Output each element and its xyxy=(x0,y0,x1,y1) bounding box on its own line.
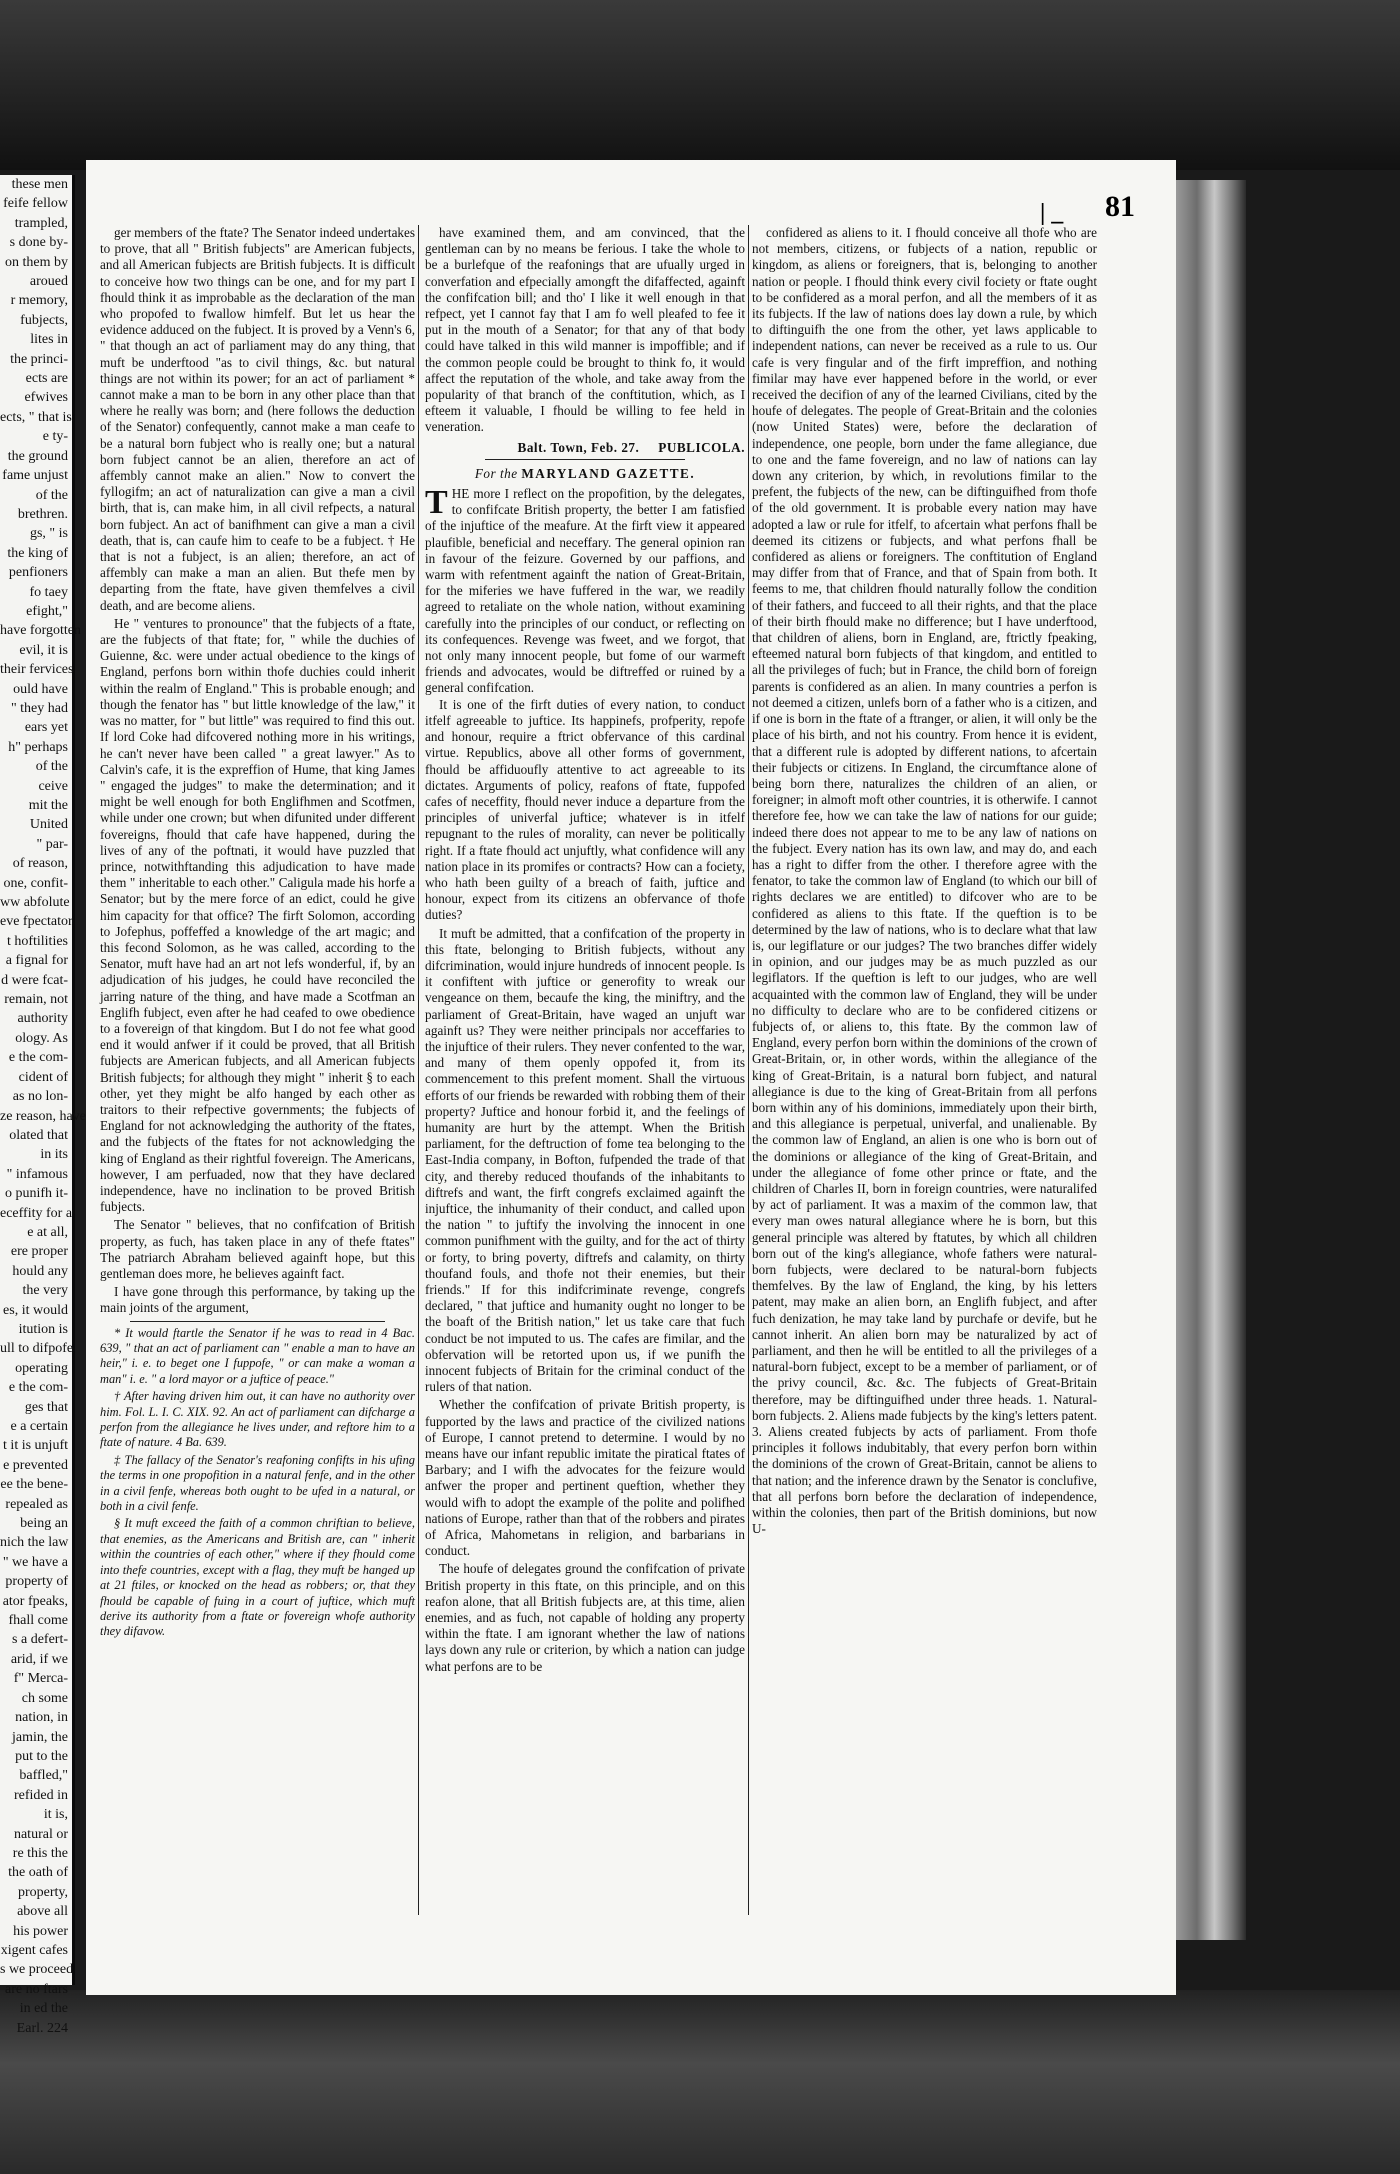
left-page-text-fragment: of the xyxy=(35,487,68,503)
footnote: ‡ The fallacy of the Senator's reafoning confifts in his ufing the terms in one propofition in a natural fenfe, and in the other in a civil fenfe, whereas both ought to be ufed in a natural, or both in a civil fenfe. xyxy=(100,1452,415,1514)
left-page-text-fragment: property of xyxy=(5,1574,68,1590)
left-page-text-fragment: fhall come xyxy=(8,1613,68,1629)
left-page-text-fragment: trampled, xyxy=(14,215,68,231)
left-page-text-fragment: arid, if we xyxy=(10,1651,68,1667)
column-2-body xyxy=(425,486,745,1675)
left-page-text-fragment: h" perhaps xyxy=(8,739,68,755)
left-page-text-fragment: brethren. xyxy=(17,506,68,522)
left-page-text-fragment: property, xyxy=(17,1884,68,1900)
left-page-text-fragment: ee the bene- xyxy=(0,1477,68,1493)
paragraph: The houfe of delegates ground the confifcation of private British property in this ftate, on this principle, and on this reafon alone, that all British fubjects are, at this time, alien enemies, and as fuch, not capable of holding any property within the ftate. I am ignorant whether the law of nations lays down any rule or criterion, by which a nation can judge what perfons are to be xyxy=(425,1561,745,1674)
left-page-text-fragment: baffled," xyxy=(19,1768,68,1784)
left-page-text-fragment: eve fpectator xyxy=(0,914,73,930)
paragraph: It muft be admitted, that a confifcation of the property in this ftate, belonging to British fubjects, without any difcrimination, would injure hundreds of innocent people. Is it confiftent with juftice or generofity to wreak our vengeance on them, becaufe the king, the miniftry, and the parliament of Great-Britain, have waged an unjuft war againft us? They were neither principals nor acceffaries to the injuftice of their rulers. They never confented to the war, and many of them openly oppofed it, from its commencement to this prefent moment. Shall the virtuous efforts of our friends be rewarded with robbing them of their property? Juftice and honour forbid it, and the feelings of humanity are hurt by the attempt. When the British parliament, for the deftruction of fome tea belonging to the East-India company, in Bofton, fufpended the trade of that city, and thereby reduced thoufands of the inhabitants to diftrefs and want, the firft congrefs exclaimed againft the injuftice, the inhumanity of their conduct, and called upon the nation " to juftify the involving the innocent in one common punifhment with the guilty, and for the act of thirty or forty, to bring poverty, diftrefs and calamity, on thirty thoufand fouls, and thofe not their enemies, but their friends." If for this indifcriminate revenge, congrefs declared, " that juftice and humanity ought no longer to be the boaft of the British nation," let us take care that fuch conduct be not imputed to us. The cafes are fimilar, and the obfervation will be retorted upon us, if we punifh the innocent fubjects of Britain for the criminal conduct of the rulers of that nation. xyxy=(425,925,745,1395)
left-page-text-fragment: ator fpeaks, xyxy=(2,1593,68,1609)
column-2 xyxy=(425,225,745,1925)
scan-top-margin xyxy=(0,0,1400,170)
left-page-text-fragment: nich the law xyxy=(0,1535,69,1551)
left-page-text-fragment: gs, " is xyxy=(29,526,68,542)
left-page-text-fragment: eceffity for a xyxy=(0,1205,73,1221)
left-page-text-fragment: penfioners xyxy=(8,565,68,581)
article-rule xyxy=(485,459,685,460)
left-page-text-fragment: efight," xyxy=(26,603,68,619)
page-marks: | _ xyxy=(1040,200,1064,226)
left-page-text-fragment: feife fellow xyxy=(3,196,68,212)
heading-title: MARYLAND GAZETTE. xyxy=(521,465,696,481)
left-page-text-fragment: " we have a xyxy=(2,1554,68,1570)
paragraph: HE more I reflect on the propofition, by the delegates, to confifcate British property, the better I am fatisfied of the injuftice of the meafure. At the firft view it appeared plaufible, beneficial and neceffary. The general opinion ran in favour of the feizure. Governed by our paffions, and warm with refentment againft the nation of Great-Britain, for the miferies we have fuffered in the war, we readily agreed to retaliate on the whole nation, without examining carefully into the principles of our conduct, or reflecting on its confequences. Revenge was fweet, and we forgot, that not only many innocent people, but fome of our warmeft friends and advocates, would be diftreffed or ruined by a general confifcation. xyxy=(425,486,745,696)
column-1-body xyxy=(100,225,415,1317)
left-page-text-fragment: ology. As xyxy=(15,1030,68,1046)
signature xyxy=(425,440,745,456)
left-page-text-fragment: t hoftilities xyxy=(6,933,68,949)
left-page-text-fragment: efwives xyxy=(24,390,68,406)
column-rule xyxy=(748,225,749,1915)
column-2-top xyxy=(425,225,745,436)
left-page-text-fragment: e prevented xyxy=(3,1457,68,1473)
left-page-text-fragment: evil, it is xyxy=(19,642,68,658)
paragraph: It is one of the firft duties of every nation, to conduct itfelf agreeable to juftice. Its happinefs, profperity, repofe and honour, require a ftrict obfervance of this cardinal virtue. Republics, above all other forms of government, fhould be affiduoufly attentive to act agreeable to its dictates. Arguments of policy, reafons of ftate, fuppofed cafes of neceffity, fhould never induce a departure from the principles of univerfal juftice; whatever is in itfelf repugnant to the rules of morality, can never be politically right. If a ftate fhould act unjuftly, what confidence will any nation place in its promifes or contracts? How can a fociety, who hath been guilty of a breach of faith, juftice and honour, expect from its citizens an obfervance of thofe duties? xyxy=(425,696,745,923)
left-page-text-fragment: fubjects, xyxy=(20,312,68,328)
left-page-text-fragment: refided in xyxy=(13,1787,68,1803)
paragraph: Whether the confifcation of private British property, is fupported by the laws and practice of the civilized nations of Europe, I cannot pretend to determine. I would by no means have our infant republic imitate the piratical ftates of Barbary; and I wifh the advocates for the feizure would anfwer the proper and pertinent queftion, whether they would wifh to adopt the example of the polite and polifhed nations of Europe, rather than that of the robbers and pirates of Africa, Mahometans in religion, and barbarians in conduct. xyxy=(425,1397,745,1559)
left-page-text-fragment: of reason, xyxy=(12,856,68,872)
left-page-text-fragment: their fervices xyxy=(0,662,74,678)
left-page-text-fragment: ull to difpofe xyxy=(0,1341,74,1357)
left-page-text-fragment: ges that xyxy=(24,1399,68,1415)
left-page-text-fragment: es, it would xyxy=(3,1302,68,1318)
left-page-text-fragment: operating xyxy=(15,1360,68,1376)
left-page-text-fragment: f" Merca- xyxy=(13,1671,68,1687)
left-page-text-fragment: the king of xyxy=(7,545,68,561)
left-page-text-fragment: above all xyxy=(17,1904,68,1920)
left-page-text-fragment: lites in xyxy=(30,332,68,348)
footnote: † After having driven him out, it can have no authority over him. Fol. L. I. C. XIX. 92. An act of parliament can difcharge a perfon from the allegiance he lives under, and reftore him to a ftate of nature. 4 Ba. 639. xyxy=(100,1389,415,1450)
scan-bottom-margin xyxy=(0,1990,1400,2174)
paragraph: ger members of the ftate? The Senator indeed undertakes to prove, that all " British fubjects" are American fubjects, and all American fubjects are British fubjects. It is difficult to conceive how two things can be one, and for my part I fhould think it as improbable as the declaration of the man who propofed to fwallow himfelf. But let us hear the evidence adduced on the fubject. It is proved by a Venn's 6, " that though an act of parliament may do any thing, that muft be underftood "as to civil things, &c. but natural things are not within its power; for an act of parliament * cannot make a man to be born in any other place than that where he really was born; and (here follows the deduction of the Senator) confequently, cannot make a man ceafe to be a natural born fubject who is really one; but a natural born fubject cannot be an alien, therefore an act of affembly cannot make an alien." Now to convert the fyllogifm; an act of naturalization can give a man a civil birth, that is, can make him, in all civil refpects, a natural born fubject. An act of banifhment can give a man a civil death, that is, can caufe him to ceafe to be a fubject. † He that is not a fubject, is an alien; therefore, an act of affembly can make a man an alien. But thefe men by departing from the ftate, have given themfelves a civil death, and are become aliens. xyxy=(100,225,415,613)
left-page-text-fragment: e at all, xyxy=(27,1224,68,1240)
column-3-body xyxy=(752,225,1097,1537)
left-page-text-fragment: ze reason, have xyxy=(0,1108,86,1124)
paragraph: I have gone through this performance, by taking up the main joints of the argument, xyxy=(100,1284,415,1316)
left-page-text-fragment: one, confit- xyxy=(3,875,68,891)
left-page-text-fragment: itution is xyxy=(18,1321,68,1337)
left-page-text-fragment: in its xyxy=(40,1147,68,1163)
left-page-text-fragment: jamin, the xyxy=(12,1729,68,1745)
column-rule xyxy=(418,225,419,1915)
left-page-text-fragment: the princi- xyxy=(10,351,68,367)
drop-cap: T xyxy=(425,484,448,522)
left-page-text-fragment: ceive xyxy=(38,778,68,794)
left-page-text-fragment: fame unjust xyxy=(2,468,68,484)
left-page-text-fragment: a fignal for xyxy=(5,953,68,969)
left-page-text-fragment: " par- xyxy=(36,836,68,852)
left-page-text-fragment: nation, in xyxy=(15,1710,68,1726)
left-page-text-fragment: put to the xyxy=(15,1748,68,1764)
signature-place: Balt. Town, Feb. 27. xyxy=(517,439,640,455)
left-page-text-fragment: have forgotten xyxy=(0,623,81,639)
left-page-text-fragment: mit the xyxy=(28,798,68,813)
left-page-text-fragment: r memory, xyxy=(10,293,68,309)
left-page-text-fragment: ould have xyxy=(13,681,68,697)
left-page-text-fragment: ears yet xyxy=(24,720,68,736)
left-page-text-fragment: of the xyxy=(35,759,68,775)
footnote-rule xyxy=(130,1321,385,1322)
page-number: 81 xyxy=(1105,190,1135,223)
left-page-text-fragment: on them by xyxy=(5,254,68,270)
left-page-text-fragment: United xyxy=(29,817,68,833)
heading-prefix: For the xyxy=(474,465,518,481)
paragraph: The Senator " believes, that no confifcation of British property, as fuch, has taken place in any of thefe ftates" The patriarch Abraham believed againft hope, but this gentleman does more, he believes againft fact. xyxy=(100,1217,415,1281)
column-1-footnotes xyxy=(100,1326,415,1640)
left-page-text-fragment: are no ftars xyxy=(5,1981,68,1997)
left-page-text-fragment: e the com- xyxy=(8,1050,68,1066)
paragraph: confidered as aliens to it. I fhould conceive all thofe who are not members, citizens, or fubjects of a nation, republic or kingdom, as aliens or foreigners, that is, belonging to another nation or people. I fhould think every civil fociety or ftate ought to be confidered as a moral perfon, and all the members of it as its fubjects. If the law of nations does lay down a rule, by which to diftinguifh the one from the other, yet laws applicable to independent nations, can never be received as a rule to us. Our cafe is very fingular and of the firft impreffion, and nothing fimilar may have ever happened before in the world, or ever received the decifion of any of the learned Civilians, cited by the houfe of delegates. The people of Great-Britain and the colonies (now United States) were, before the declaration of independence, one people, born under the fame allegiance, due to one and the fame fovereign, and no law of nations can lay down any criterion, by which, in revolutions fimilar to the prefent, the fubjects of the new, can be diftinguifhed from thofe of the old government. It is probable every nation may have adopted a law or rule for itfelf, to afcertain what perfons fhall be deemed its citizens or fubjects, and what perfons fhall be confidered as aliens or foreigners. The conftitution of England may differ from that of France, and that of Spain from both. It feems to me, that children fhould naturally follow the condition of their fathers, and fucceed to all their rights, and that the place of their birth fhould make no difference; but I have underftood, that children of aliens, born in England, are, ftrictly fpeaking, efteemed natural born fubjects of that kingdom, and entitled to all the privileges of fuch; but in France, the child born of foreign parents is confidered as an alien. In many countries a perfon is not deemed a citizen, unlefs born of a father who is a citizen, and if one is born in the ftate of a ftranger, or alien, it will only be the place of his birth, and not his country. From hence it is evident, that a different rule is adopted by different nations, to afcertain their fubjects or citizens. In England, the circumftance alone of being born there, naturalizes the children of an alien, or foreigner; in almoft moft other countries, it is otherwife. I cannot therefore fee, how we can take the law of nations for our guide; indeed there does not appear to me to be any law of nations on the fubject. Every nation has its own law, and may do, and each has a right to differ from the other. I therefore agree with the fenator, to take the common law of England (to which our bill of rights declares we are entitled) to difcover who are to be confidered as aliens to this ftate. If the queftion is to be determined by the law of nations, who is to declare what that law is, our legiflature or our judges? The two branches differ widely in opinion, and our judges may be as much puzzled as our legiflators. If the queftion is left to our judges, who are well acquainted with the common law of England, they will be under no difficulty to declare who are to be confidered citizens or fubjects of, or aliens to, this ftate. By the common law of England, every perfon born within the dominions of the crown of Great-Britain, or, in other words, within the allegiance of the king of Great-Britain, is a natural born fubject, and natural allegiance is due to the king of Great-Britain from all perfons born within any of his dominions, immediately upon their birth, and this allegiance is perpetual, univerfal, and unalienable. By the common law of England, an alien is one who is born out of the dominions or allegiance of the king of Great-Britain, and under the allegiance of fome other prince or ftate, and the children of Charles II, born in foreign countries, were naturalifed by act of parliament. It was a maxim of the common law, that every man owes natural allegiance where he is born, but this general principle was altered by ftatutes, by which all children born out of the king's allegiance, whofe fathers were natural-born fubjects, were declared to be natural-born fubjects themfelves. By the law of England, the king, by his letters patent, may make an alien born, an Englifh fubject, and after fuch denization, he may take land by purchafe or devife, but he cannot inherit. An alien born may be naturalized by act of parliament, and then he will be entitled to all the privileges of a natural-born fubject, except to be a member of parliament, or of the privy council, &c. &c. The fubjects of Great-Britain therefore, may be diftinguifhed under three heads. 1. Natural-born fubjects. 2. Aliens made fubjects by the king's letters patent. 3. Aliens created fubjects by acts of parliament. From thofe principles it follows indubitably, that every perfon born within the dominions of the crown of Great-Britain, cannot be aliens to that nation; and the inference drawn by the Senator is conclufive, that all perfons born before the declaration of independence, within the colonies, then part of the British dominions, but now U- xyxy=(752,225,1097,1537)
left-page-text-fragment: repealed as xyxy=(5,1496,68,1512)
left-page-text-fragment: d were fcat- xyxy=(1,972,68,988)
left-page-text-fragment: ects, " that is xyxy=(0,409,72,425)
paragraph: have examined them, and am convinced, that the gentleman can by no means be ferious. I take the whole to be a burlefque of the reafonings that are ufually urged in converfation and efpecially amongft the difaffected, againft the confifcation bill; and tho' I like it well enough in that refpect, yet I cannot fay that I am fo well pleafed to fee it put in the mouth of a Senator; for that any of that body could have talked in this wild manner is impoffible; and if the common people could be brought to think fo, it would affect the reputation of the whole, and take away from the popularity of that branch of the conftitution, which, as I efteem it valuable, I fhould be willing to fee held in veneration. xyxy=(425,225,745,435)
left-page-fragment xyxy=(0,175,86,2036)
left-page-text-fragment: xigent cafes xyxy=(0,1942,68,1958)
left-page-text-fragment: the ground xyxy=(7,448,68,464)
left-page-text-fragment: re this the xyxy=(12,1845,68,1861)
left-page-text-fragment: o punifh it- xyxy=(5,1186,68,1202)
book-edge xyxy=(1176,180,1246,1940)
left-page-text-fragment: ects are xyxy=(25,371,68,387)
left-page-text-fragment: ch some xyxy=(21,1690,68,1706)
left-page-text-fragment: being an xyxy=(20,1516,68,1532)
footnote: § It muft exceed the faith of a common chriftian to believe, that enemies, as the Americans and British are, can " inherit within the countries of each other," where if they fhould come into thefe countries, except with a flag, they muft be hanged up at 21 ftiles, or knocked on the head as robbers; or, that they fhould be capable of fuing in a court of juftice, which muft derive its authority from a ftate or fovereign whofe authority they difavow. xyxy=(100,1516,415,1639)
left-page-text-fragment: ere proper xyxy=(10,1244,68,1260)
left-page-text-fragment: remain, not xyxy=(4,992,68,1008)
footnote: * It would ftartle the Senator if he was to read in 4 Bac. 639, " that an act of parliament can " enable a man to have an heir," i. e. to beget one I fuppofe, " or can make a woman a man" i. e. " a lord mayor or a juftice of peace." xyxy=(100,1325,415,1386)
article-heading xyxy=(425,466,745,482)
left-page-text-fragment: ww abfolute xyxy=(0,895,70,911)
paragraph: He " ventures to pronounce" that the fubjects of a ftate, are the fubjects of that ftate; for, " while the duchies of Guienne, &c. were under actual obedience to the kings of England, perfons born within thofe duchies could inherit within the realm of England." This is probable enough; and though the fenator has " but little knowledge of the law," it was no matter, for " but little" was required to find this out. If lord Coke had difcovered nothing more in his writings, he can't never have been called " a great lawyer." As to Calvin's cafe, it is the expreffion of Hume, that king James " engaged the judges" to make the determination; and it might be well enough for both Englifhmen and Scotfmen, while under one crown; but when difunited under different fovereigns, fhould that cafe have happened, during the lives of any of the poftnati, it would have puzzled that prince, notwithftanding this adjudication to have made them " inheritable to each other." Caligula made his horfe a Senator; but by the mere force of an edict, could he give him capacity for that office? The firft Solomon, according to Jofephus, poffeffed a knowledge of the art magic; and this fecond Solomon, as he was called, according to the Senator, muft have had an art not lefs wonderful, if, by an adjudication of his judges, he could have reconciled the jarring nature of the thing, and have made a Scotfman an Englifh fubject, even after he had ceafed to owe obedience to a fovereign of that kingdom. But I do not fee what good end it would anfwer if it could be proved, that all British fubjects are American fubjects, and all American fubjects British fubjects; for although they might " inherit § to each other, yet they might be alfo hanged by each other as traitors to their refpective governments; the fubjects of England for not acknowledging the authority of the ftates, and the fubjects of the ftates for not acknowledging the king of England as their rightful fovereign. The Americans, however, I am perfuaded, now that they have declared independence, have no inclination to be proved British fubjects. xyxy=(100,615,415,1215)
left-page-text-fragment: authority xyxy=(17,1011,68,1027)
left-page-text-fragment: aroued xyxy=(29,274,68,290)
left-page-text-fragment: cident of xyxy=(18,1069,68,1085)
left-page-text-fragment: t it is unjuft xyxy=(3,1438,68,1454)
column-3 xyxy=(752,225,1097,1925)
left-page-text-fragment: s a defert- xyxy=(12,1632,68,1648)
left-page-text-fragment: these men xyxy=(11,177,68,192)
left-page-text-fragment: s done by- xyxy=(9,235,68,251)
left-page-text-fragment: hould any xyxy=(12,1263,68,1279)
left-page-text-fragment: olated that xyxy=(9,1127,68,1143)
left-page-text-fragment: " they had xyxy=(10,700,68,716)
left-page-text-fragment: his power xyxy=(13,1923,68,1939)
column-1 xyxy=(100,225,415,1925)
left-page-text-fragment: e the com- xyxy=(8,1380,68,1396)
left-page-text-fragment: s we proceed xyxy=(0,1962,74,1978)
left-page-text-fragment: fo taey xyxy=(29,584,68,600)
left-page-text-fragment: it is, xyxy=(43,1807,68,1823)
left-page-text-fragment: in ed the xyxy=(19,2001,68,2017)
left-page-text-fragment: " infamous xyxy=(6,1166,68,1182)
left-page-text-fragment: e a certain xyxy=(10,1419,68,1434)
left-page-text-fragment: e ty- xyxy=(42,429,68,445)
left-page-text-fragment: Earl. 224 xyxy=(16,2020,68,2036)
left-page-text-fragment: natural or xyxy=(13,1826,68,1842)
signature-name: PUBLICOLA. xyxy=(658,439,745,455)
left-page-text-fragment: the oath of xyxy=(8,1865,68,1881)
left-page-text-fragment: the very xyxy=(22,1283,68,1299)
left-page-text-fragment: as no lon- xyxy=(12,1089,68,1105)
